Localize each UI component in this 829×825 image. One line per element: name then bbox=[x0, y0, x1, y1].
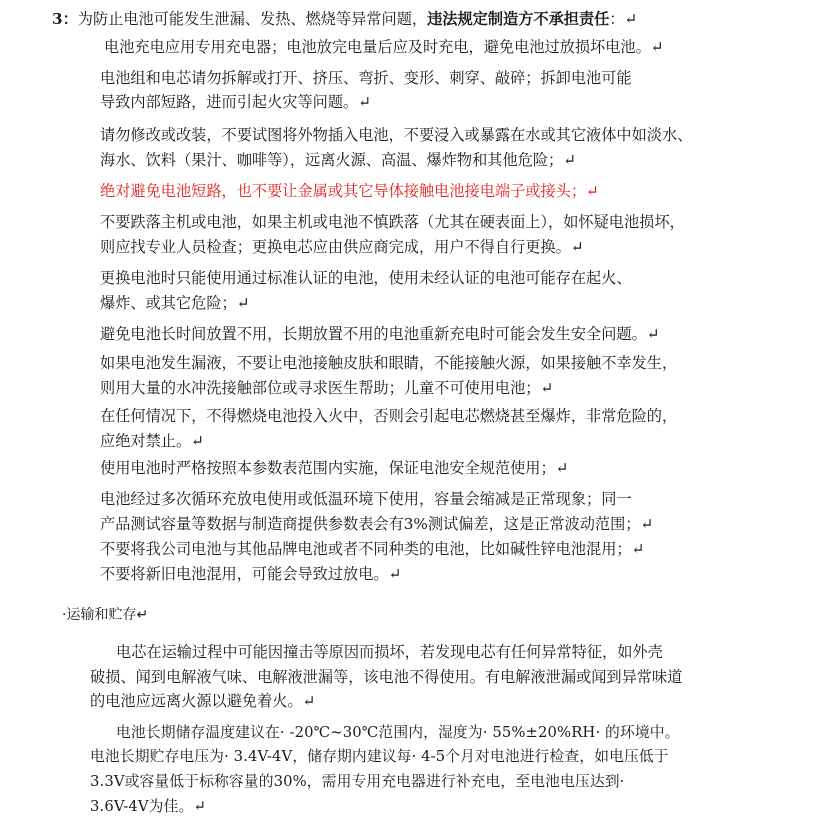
item-intro-tail: ：↵ bbox=[609, 10, 638, 28]
text-line: 电池充电应用专用充电器；电池放完电量后应及时充电，避免电池过放损坏电池。↵ bbox=[104, 38, 664, 56]
short-circuit-warning: 绝对避免电池短路，也不要让金属或其它导体接触电池接电端子或接头；↵ bbox=[100, 182, 599, 200]
storage-line: 电池长期储存温度建议在· -20℃~30℃范围内，湿度为· 55%±20%RH· 的环境中。 bbox=[116, 724, 680, 741]
text-line: 电池组和电芯请勿拆解或打开、挤压、弯折、变形、刺穿、敲碎；拆卸电池可能 bbox=[100, 69, 632, 87]
text-line: 电池经过多次循环充放电使用或低温环境下使用，容量会缩减是正常现象；同一 bbox=[100, 490, 632, 508]
section-title: ·运输和贮存↵ bbox=[62, 607, 149, 623]
text-line: 不要跌落主机或电池，如果主机或电池不慎跌落（尤其在硬表面上），如怀疑电池损坏， bbox=[100, 213, 685, 231]
item-number: 3： bbox=[52, 10, 78, 28]
transport-line: 电芯在运输过程中可能因撞击等原因而损坏，若发现电芯有任何异常特征，如外壳 bbox=[116, 643, 663, 661]
text-line: 爆炸、或其它危险；↵ bbox=[100, 294, 250, 312]
text-line: 请勿修改或改装，不要试图将外物插入电池，不要浸入或暴露在水或其它液体中如淡水、 bbox=[100, 126, 693, 144]
text-line: 不要将我公司电池与其他品牌电池或者不同种类的电池，比如碱性锌电池混用；↵ bbox=[100, 540, 645, 558]
text-line: 海水、饮料（果汁、咖啡等），远离火源、高温、爆炸物和其他危险；↵ bbox=[100, 151, 576, 169]
storage-line: 3.3V或容量低于标称容量的30%，需用专用充电器进行补充电，至电池电压达到· bbox=[90, 773, 625, 790]
item-3-heading bbox=[52, 8, 637, 30]
text-line: 使用电池时严格按照本参数表范围内实施，保证电池安全规范使用；↵ bbox=[100, 459, 569, 477]
text-line: 避免电池长时间放置不用，长期放置不用的电池重新充电时可能会发生安全问题。↵ bbox=[100, 325, 660, 343]
text-line: 则应找专业人员检查；更换电芯应由供应商完成，用户不得自行更换。↵ bbox=[100, 238, 584, 256]
text-line: 在任何情况下，不得燃烧电池投入火中，否则会引起电芯燃烧甚至爆炸，非常危险的， bbox=[100, 407, 678, 425]
text-line: 产品测试容量等数据与制造商提供参数表会有3%测试偏差，这是正常波动范围；↵ bbox=[100, 515, 654, 533]
text-line: 应绝对禁止。↵ bbox=[100, 432, 204, 450]
liability-disclaimer: 违法规定制造方不承担责任 bbox=[427, 10, 610, 28]
transport-line: 的电池应远离火源以避免着火。↵ bbox=[90, 692, 316, 710]
text-line: 不要将新旧电池混用，可能会导致过放电。↵ bbox=[100, 565, 402, 583]
text-line: 如果电池发生漏液，不要让电池接触皮肤和眼睛，不能接触火源，如果接触不幸发生， bbox=[100, 354, 678, 372]
storage-line: 电池长期贮存电压为· 3.4V-4V，储存期内建议每· 4-5个月对电池进行检查，如电压低于 bbox=[90, 748, 669, 765]
item-intro: 为防止电池可能发生泄漏、发热、燃烧等异常问题， bbox=[77, 10, 428, 28]
text-line: 更换电池时只能使用通过标准认证的电池，使用未经认证的电池可能存在起火、 bbox=[100, 269, 632, 287]
transport-line: 破损、闻到电解液气味、电解液泄漏等，该电池不得使用。有电解液泄漏或闻到异常味道 bbox=[90, 668, 683, 686]
text-line: 则用大量的水冲洗接触部位或寻求医生帮助；儿童不可使用电池；↵ bbox=[100, 379, 554, 397]
text-line: 导致内部短路，进而引起火灾等问题。↵ bbox=[100, 93, 371, 111]
storage-line: 3.6V-4V为佳。↵ bbox=[90, 798, 206, 815]
